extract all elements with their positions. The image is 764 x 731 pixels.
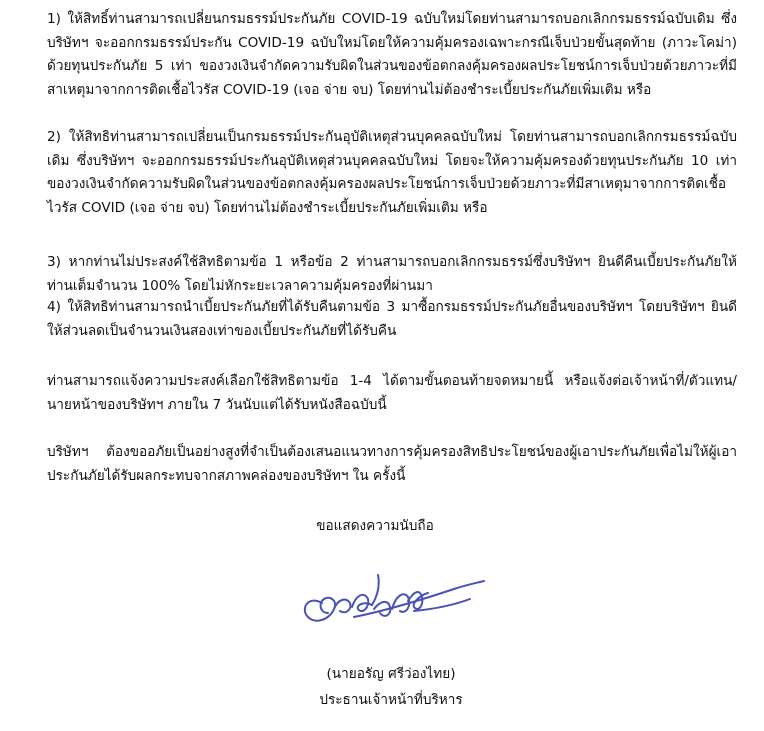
handwritten-signature	[294, 565, 490, 635]
signer-title: ประธานเจ้าหน้าที่บริหาร	[319, 692, 463, 708]
apology-paragraph: บริษัทฯ ต้องขออภัยเป็นอย่างสูงที่จำเป็นต้องเสนอแนวทางการคุ้มครองสิทธิประโยชน์ของผู้เอาประกันภัยเพื่อไม่ให้ผู้เอาประกันภัยได้รับผลกระทบจากสภาพคล่องของบริษัทฯ ใน ครั้งนี้	[47, 444, 737, 484]
closing-regards: ขอแสดงความนับถือ	[316, 518, 434, 534]
option-4-paragraph: 4) ให้สิทธิท่านสามารถนำเบี้ยประกันภัยที่ได้รับคืนตามข้อ 3 มาซื้อกรมธรรม์ประกันภัยอื่นของบริษัทฯ โดยบริษัทฯ ยินดีให้ส่วนลดเป็นจำนวนเงินสองเท่าของเบี้ยประกันภัยที่ได้รับคืน	[47, 299, 737, 339]
notification-paragraph: ท่านสามารถแจ้งความประสงค์เลือกใช้สิทธิตามข้อ 1-4 ได้ตามขั้นตอนท้ายจดหมายนี้ หรือแจ้งต่อเจ้าหน้าที่/ตัวแทน/นายหน้าของบริษัทฯ ภายใน 7 วันนับแต่ได้รับหนังสือฉบับนี้	[47, 373, 737, 413]
signer-name: (นายอรัญ ศรีว่องไทย)	[326, 666, 456, 682]
option-3-paragraph: 3) หากท่านไม่ประสงค์ใช้สิทธิตามข้อ 1 หรือข้อ 2 ท่านสามารถบอกเลิกกรมธรรม์ซึ่งบริษัทฯ ยินดีคืนเบี้ยประกันภัยให้ท่านเต็มจำนวน 100% โดยไม่หักระยะเวลาความคุ้มครองที่ผ่านมา	[47, 254, 737, 294]
option-1-paragraph: 1) ให้สิทธิ์ท่านสามารถเปลี่ยนกรมธรรม์ประกันภัย COVID-19 ฉบับใหม่โดยท่านสามารถบอกเลิกกรมธรรม์ฉบับเดิม ซึ่งบริษัทฯ จะออกกรมธรรม์ประกัน COVID-19 ฉบับใหม่โดยให้ความคุ้มครองเฉพาะกรณีเจ็บป่วยขั้นสุดท้าย (ภาวะโคม่า) ด้วยทุนประกันภัย 5 เท่า ของวงเงินจำกัดความรับผิดในส่วนของข้อตกลงคุ้มครองผลประโยชน์การเจ็บป่วยด้วยภาวะที่มีสาเหตุมาจากการติดเชื้อไวรัส COVID-19 (เจอ จ่าย จบ) โดยท่านไม่ต้องชำระเบี้ยประกันภัยเพิ่มเติม หรือ	[47, 11, 737, 98]
option-2-paragraph: 2) ให้สิทธิท่านสามารถเปลี่ยนเป็นกรมธรรม์ประกันอุบัติเหตุส่วนบุคคลฉบับใหม่ โดยท่านสามารถบอกเลิกกรมธรรม์ฉบับเดิม ซึ่งบริษัทฯ จะออกกรมธรรม์ประกันอุบัติเหตุส่วนบุคคลฉบับใหม่ โดยจะให้ความคุ้มครองด้วยทุนประกันภัย 10 เท่า ของวงเงินจำกัดความรับผิดในส่วนของข้อตกลงคุ้มครองผลประโยชน์การเจ็บป่วยด้วยภาวะที่มีสาเหตุมาจากการติดเชื้อไวรัส COVID (เจอ จ่าย จบ) โดยท่านไม่ต้องชำระเบี้ยประกันภัยเพิ่มเติม หรือ	[47, 129, 737, 216]
